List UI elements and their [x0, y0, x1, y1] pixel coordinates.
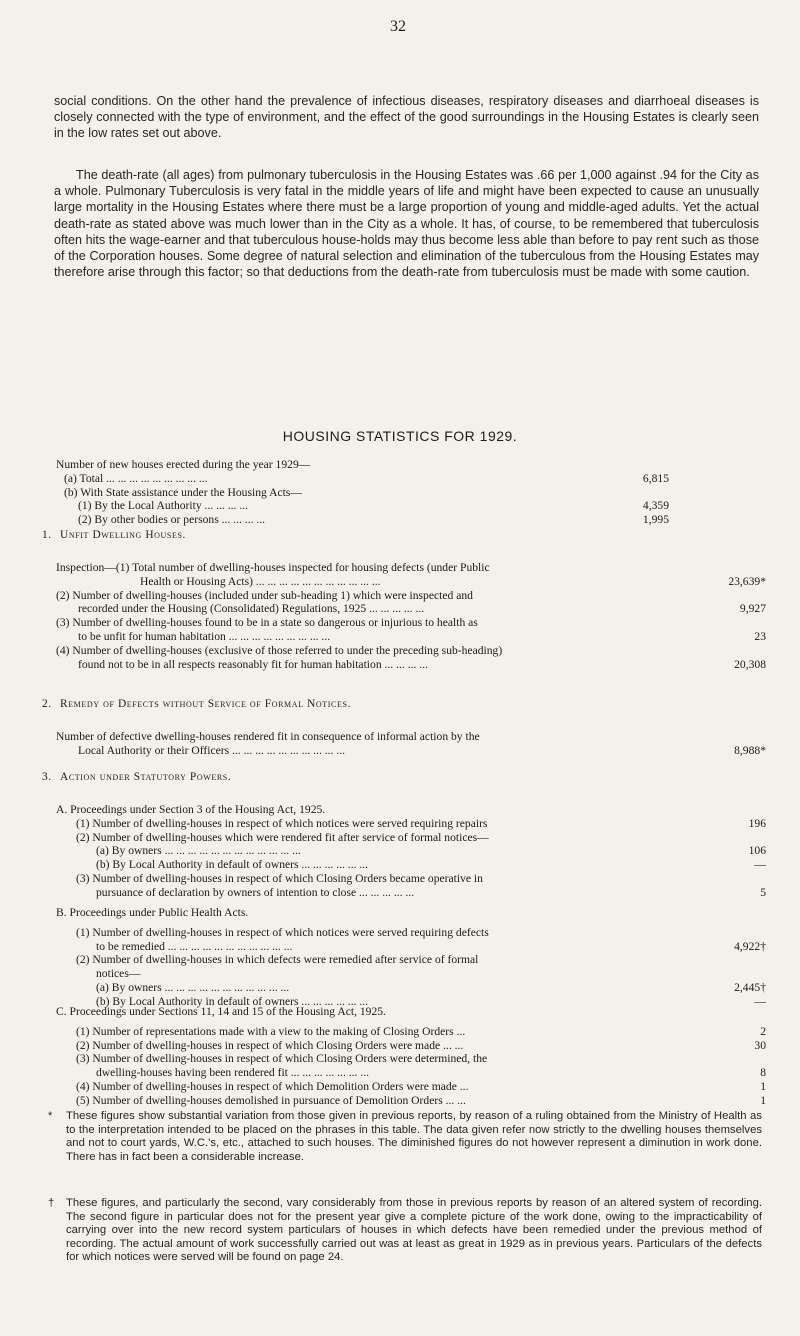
table-row: [56, 844, 766, 858]
row-value: 8,988*: [734, 743, 766, 757]
section-title: Remedy of Defects without Service of Formal Notices.: [60, 698, 351, 710]
row-label: (2) Number of dwelling-houses (included under sub-heading 1) which were inspected and: [56, 588, 473, 602]
row-label: Number of defective dwelling-houses rendered fit in consequence of informal action by the: [56, 730, 480, 743]
table-row: [56, 858, 766, 872]
table-row: [56, 1025, 766, 1039]
table-row: [56, 658, 766, 672]
table-row: [56, 561, 766, 575]
row-label: B. Proceedings under Public Health Acts.: [56, 906, 249, 919]
table-row: [56, 499, 696, 513]
table-row: [56, 644, 766, 658]
row-value: 20,308: [734, 657, 766, 671]
row-label: (1) By the Local Authority ... ... ... ...: [78, 499, 249, 513]
row-label: dwelling-houses having been rendered fit ... ... ... ... ... ... ...: [96, 1066, 370, 1080]
new-houses-title: [56, 458, 696, 472]
section-3b-table: [56, 906, 766, 1009]
footnote-dagger: [48, 1197, 762, 1265]
table-row: [56, 1039, 766, 1053]
row-value: 1,995: [642, 513, 669, 527]
table-title: Number of new houses erected during the year 1929—: [56, 458, 311, 471]
table-row: [56, 967, 766, 981]
footnote-text: These figures, and particularly the second, vary considerably from those in previous reports by reason of an altered system of recording. The second figure in particular does not for the present year give a complete picture of the work done, owing to the impracticability of carrying over into the new record system particulars of houses in which defects have been remedied under the previous method of recording. The actual amount of work successfully carried out was at least as great in 1929 as in previous years. Particulars of the defects for which notices were served will be found on page 24.: [66, 1197, 762, 1264]
footnote-text: These figures show substantial variation from those given in previous reports, by reason of a ruling obtained from the Ministry of Health as to the interpretation intended to be placed on the phrases in this table. The data given refer now strictly to the dwelling houses themselves and not to court yards, W.C.'s, etc., attached to such houses. The diminished figures do not however represent a diminution in work done. There has in fact been a considerable increase.: [66, 1110, 762, 1163]
row-value: 30: [754, 1038, 766, 1052]
row-label: (4) Number of dwelling-houses (exclusive of those referred to under the preceding sub-heading): [56, 643, 503, 657]
row-label: (3) Number of dwelling-houses in respect of which Closing Orders were determined, the: [76, 1052, 488, 1066]
table-row: [56, 953, 766, 967]
section-3a-table: [56, 803, 766, 900]
table-row: [56, 817, 766, 831]
row-value: 9,927: [739, 602, 766, 616]
row-label: Local Authority or their Officers ... ... ... ... ... ... ... ... ... ...: [78, 743, 346, 757]
table-row: [56, 1066, 766, 1080]
row-value: 4,922†: [734, 939, 766, 953]
row-value: 5: [760, 885, 766, 899]
row-label: C. Proceedings under Sections 11, 14 and 15 of the Housing Act, 1925.: [56, 1005, 386, 1018]
section-3-heading: [42, 771, 231, 783]
table-row: [56, 1052, 766, 1066]
section-title: Action under Statutory Powers.: [60, 771, 232, 783]
table-row: [56, 602, 766, 616]
table-row: [56, 513, 696, 527]
row-label: A. Proceedings under Section 3 of the Housing Act, 1925.: [56, 803, 326, 816]
row-label: to be unfit for human habitation ... ... ... ... ... ... ... ... ...: [78, 629, 331, 643]
table-row: [56, 886, 766, 900]
row-label: (3) Number of dwelling-houses in respect of which Closing Orders became operative in: [76, 871, 483, 885]
row-value: 1: [760, 1079, 766, 1093]
row-value: 196: [748, 816, 766, 830]
row-label: (a) By owners ... ... ... ... ... ... ... ... ... ... ... ...: [96, 844, 301, 858]
section-title: Unfit Dwelling Houses.: [60, 529, 186, 541]
section-number: 2.: [42, 698, 52, 710]
section-1-heading: [42, 529, 186, 541]
section-3c-table: [56, 1005, 766, 1108]
table-row: [56, 486, 696, 500]
row-label: Health or Housing Acts) ... ... ... ... ... ... ... ... ... ... ...: [140, 574, 381, 588]
row-value: 23: [754, 629, 766, 643]
table-row: [56, 1080, 766, 1094]
row-label: notices—: [96, 967, 141, 981]
page-number: 32: [390, 18, 406, 35]
row-label: pursuance of declaration by owners of intention to close ... ... ... ... ...: [96, 885, 415, 899]
subsection-title: [56, 803, 766, 817]
row-label: (5) Number of dwelling-houses demolished in pursuance of Demolition Orders ... ...: [76, 1093, 466, 1107]
row-label: (2) Number of dwelling-houses in respect of which Closing Orders were made ... ...: [76, 1038, 464, 1052]
row-value: 2: [760, 1024, 766, 1038]
row-label: (b) By Local Authority in default of owners ... ... ... ... ... ...: [96, 994, 369, 1008]
row-label: (1) Number of dwelling-houses in respect of which notices were served requiring repairs: [76, 816, 488, 830]
row-label: (b) By Local Authority in default of owners ... ... ... ... ... ...: [96, 858, 369, 872]
row-label: (b) With State assistance under the Housing Acts—: [64, 485, 302, 499]
footnote-mark: *: [48, 1110, 53, 1122]
table-row: [56, 730, 766, 744]
table-row: [56, 1094, 766, 1108]
section-2-table: [56, 730, 766, 758]
footnote-asterisk: [48, 1110, 762, 1164]
row-label: (1) Number of representations made with a view to the making of Closing Orders ...: [76, 1024, 466, 1038]
section-1-table: [56, 561, 766, 671]
row-value: 2,445†: [734, 980, 766, 994]
row-value: 1: [760, 1093, 766, 1107]
row-label: (2) Number of dwelling-houses which were rendered fit after service of formal notices—: [76, 830, 489, 844]
row-value: 106: [748, 844, 766, 858]
section-number: 3.: [42, 771, 52, 783]
row-label: (2) Number of dwelling-houses in which defects were remedied after service of formal: [76, 953, 479, 967]
row-label: (4) Number of dwelling-houses in respect of which Demolition Orders were made ...: [76, 1079, 469, 1093]
table-row: [56, 616, 766, 630]
section-2-heading: [42, 698, 351, 710]
row-label: Inspection—(1) Total number of dwelling-houses inspected for housing defects (under Public: [56, 561, 490, 574]
row-label: (3) Number of dwelling-houses found to be in a state so dangerous or injurious to health as: [56, 616, 478, 630]
row-label: (a) By owners ... ... ... ... ... ... ... ... ... ... ...: [96, 980, 290, 994]
table-row: [56, 575, 766, 589]
row-label: recorded under the Housing (Consolidated) Regulations, 1925 ... ... ... ... ...: [78, 602, 425, 616]
table-row: [56, 872, 766, 886]
table-row: [56, 630, 766, 644]
new-houses-table: [56, 458, 696, 527]
footnote-mark: †: [48, 1197, 55, 1209]
table-row: [56, 472, 696, 486]
row-label: found not to be in all respects reasonably fit for human habitation ... ... ... ...: [78, 657, 428, 671]
row-label: (2) By other bodies or persons ... ... ... ...: [78, 513, 266, 527]
row-value: —: [754, 858, 766, 872]
subsection-title: [56, 1005, 766, 1019]
table-row: [56, 831, 766, 845]
row-value: 4,359: [642, 499, 669, 513]
section-number: 1.: [42, 529, 52, 541]
row-label: to be remedied ... ... ... ... ... ... ... ... ... ... ...: [96, 939, 293, 953]
table-row: [56, 981, 766, 995]
housing-statistics-heading: HOUSING STATISTICS FOR 1929.: [282, 428, 518, 444]
row-value: 8: [760, 1066, 766, 1080]
row-value: 6,815: [642, 471, 669, 485]
row-value: 23,639*: [728, 574, 766, 588]
table-row: [56, 926, 766, 940]
table-row: [56, 589, 766, 603]
subsection-title: [56, 906, 766, 920]
row-label: (1) Number of dwelling-houses in respect of which notices were served requiring defects: [76, 925, 489, 939]
paragraph-tuberculosis: The death-rate (all ages) from pulmonary tuberculosis in the Housing Estates was .66 per 1,000 against .94 for the City as a whole. Pulmonary Tuberculosis is very fatal in the middle years of life and might have been expected to cause an unusually large mortality in the Housing Estates where there must be a large proportion of young and middle-aged adults. Yet the actual death-rate as stated above was much lower than in the City as a whole. It has, of course, to be remembered that tuberculosis often hits the wage-earner and that tuberculous house-holds may thus become less able than before to pay rent such as those of the Corporation houses. Some degree of natural selection and elimination of the tuberculous from the Housing Estates may therefore arise through this factor; so that deductions from the death-rate from tuberculosis must be made with some caution.: [54, 168, 759, 280]
table-row: [56, 940, 766, 954]
table-row: [56, 744, 766, 758]
row-value: —: [754, 994, 766, 1008]
paragraph-social-conditions: social conditions. On the other hand the prevalence of infectious diseases, respiratory diseases and diarrhoeal diseases is closely connected with the type of environment, and the effect of the good surroundings in the Housing Estates is clearly seen in the low rates set out above.: [54, 94, 759, 141]
row-label: (a) Total ... ... ... ... ... ... ... ... ...: [64, 471, 208, 485]
